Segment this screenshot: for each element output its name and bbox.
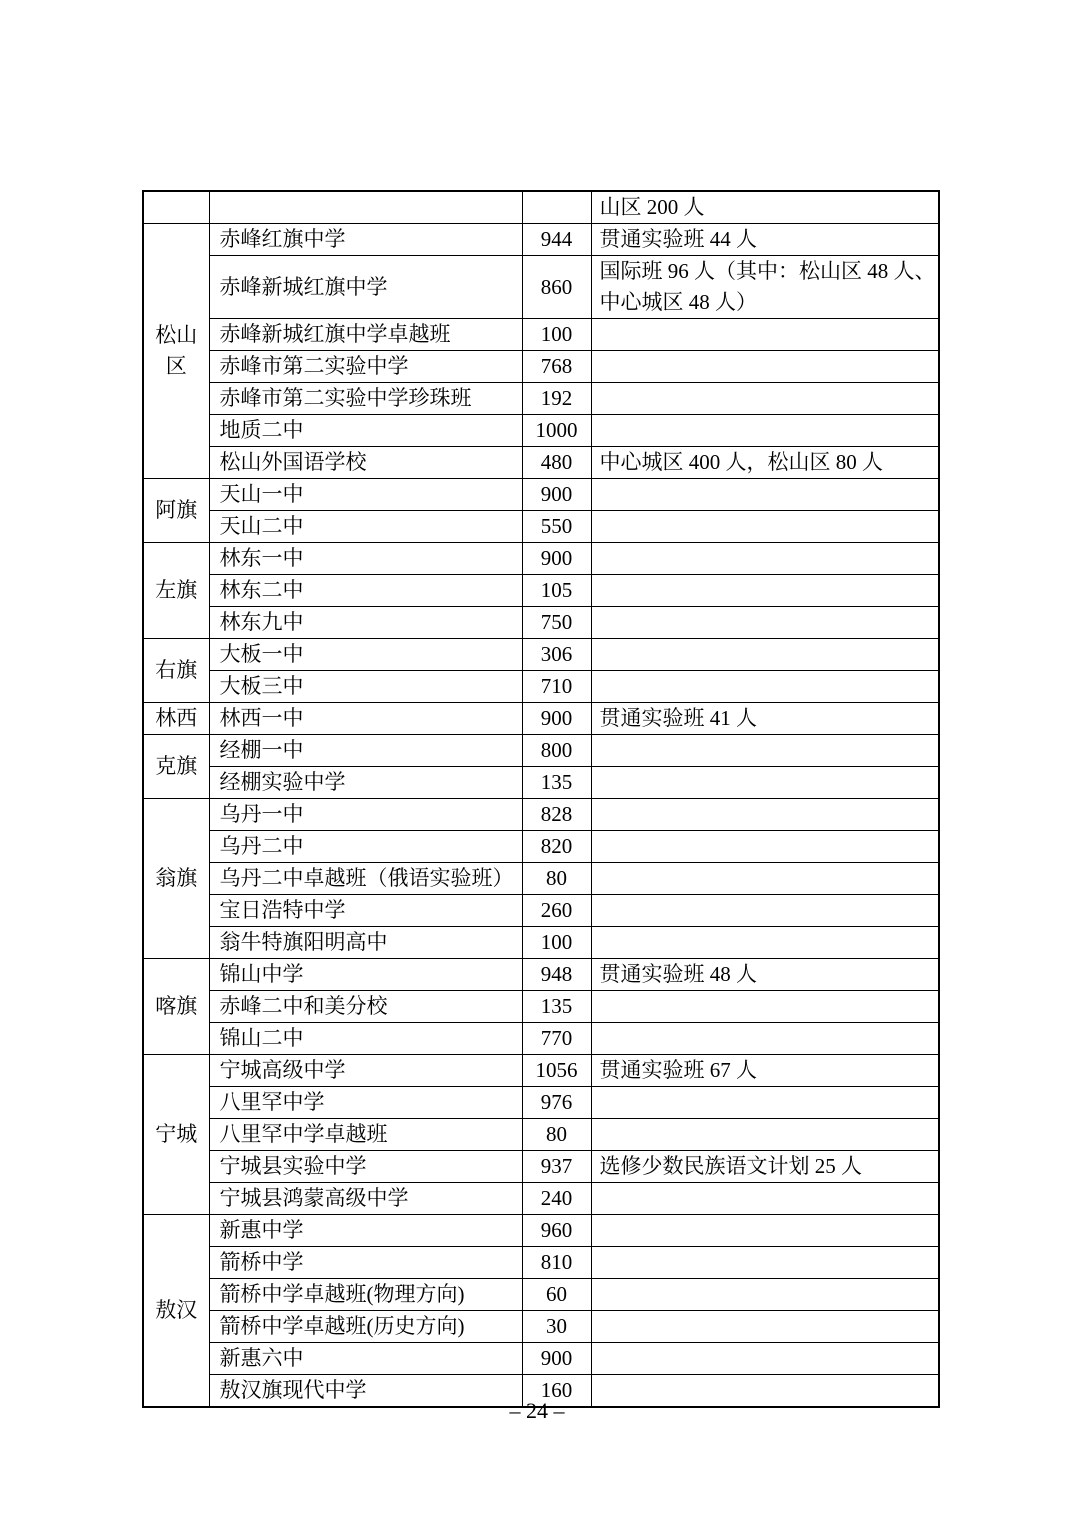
region-cell: 喀旗 [143,959,209,1055]
enrollment-count-cell: 1000 [522,415,591,447]
school-name-cell: 宁城县鸿蒙高级中学 [209,1183,522,1215]
school-name-cell: 赤峰二中和美分校 [209,991,522,1023]
table-row [143,415,939,447]
note-cell [591,607,939,639]
table-row [143,831,939,863]
enrollment-count-cell: 710 [522,671,591,703]
enrollment-count-cell: 135 [522,991,591,1023]
note-cell [591,479,939,511]
page-number: – 24 – [509,1398,565,1423]
enrollment-count-cell: 948 [522,959,591,991]
school-name-cell: 赤峰市第二实验中学 [209,351,522,383]
school-name-cell: 箭桥中学卓越班(历史方向) [209,1311,522,1343]
school-name-cell: 大板一中 [209,639,522,671]
enrollment-count-cell: 770 [522,1023,591,1055]
note-cell: 贯通实验班 67 人 [591,1055,939,1087]
enrollment-count-cell: 30 [522,1311,591,1343]
note-cell: 贯通实验班 41 人 [591,703,939,735]
school-name-cell: 林东二中 [209,575,522,607]
school-name-cell: 新惠中学 [209,1215,522,1247]
region-cell: 林西 [143,703,209,735]
note-cell [591,1279,939,1311]
note-cell: 贯通实验班 48 人 [591,959,939,991]
school-name-cell: 乌丹二中卓越班（俄语实验班） [209,863,522,895]
table-row [143,671,939,703]
note-cell [591,383,939,415]
note-cell [591,1215,939,1247]
table-row [143,479,939,511]
enrollment-count-cell: 1056 [522,1055,591,1087]
table-row [143,959,939,991]
table-row [143,1343,939,1375]
note-cell [591,831,939,863]
table-row [143,543,939,575]
note-cell [591,991,939,1023]
table-row [143,607,939,639]
school-name-cell: 敖汉旗现代中学 [209,1375,522,1408]
note-cell [591,767,939,799]
school-name-cell: 八里罕中学卓越班 [209,1119,522,1151]
school-name-cell: 箭桥中学 [209,1247,522,1279]
table-row [143,991,939,1023]
enrollment-count-cell: 937 [522,1151,591,1183]
enrollment-count-cell: 80 [522,1119,591,1151]
note-cell [591,671,939,703]
note-cell: 贯通实验班 44 人 [591,224,939,256]
region-cell: 敖汉 [143,1215,209,1408]
enrollment-count-cell: 800 [522,735,591,767]
table-row [143,1119,939,1151]
enrollment-count-cell: 860 [522,256,591,319]
table-row [143,1087,939,1119]
enrollment-count-cell: 750 [522,607,591,639]
enrollment-count-cell: 100 [522,319,591,351]
enrollment-count-cell: 900 [522,1343,591,1375]
table-row [143,511,939,543]
school-name-cell: 箭桥中学卓越班(物理方向) [209,1279,522,1311]
note-cell [591,1087,939,1119]
table-row-continuation [143,191,939,224]
table-row [143,1215,939,1247]
table-row [143,1183,939,1215]
table-row [143,319,939,351]
enrollment-count-cell: 160 [522,1375,591,1408]
note-cell [591,1311,939,1343]
region-cell-empty [143,191,209,224]
enrollment-count-cell: 828 [522,799,591,831]
enrollment-table-body [143,191,939,1407]
note-cell [591,735,939,767]
enrollment-count-cell: 260 [522,895,591,927]
table-row [143,575,939,607]
enrollment-count-cell: 306 [522,639,591,671]
note-cell: 选修少数民族语文计划 25 人 [591,1151,939,1183]
note-cell [591,927,939,959]
table-row [143,863,939,895]
enrollment-count-cell: 80 [522,863,591,895]
note-cell [591,1023,939,1055]
table-row [143,383,939,415]
school-name-cell: 经棚实验中学 [209,767,522,799]
enrollment-count-cell: 820 [522,831,591,863]
school-name-cell: 林西一中 [209,703,522,735]
table-row [143,799,939,831]
note-cell [591,351,939,383]
school-name-cell: 新惠六中 [209,1343,522,1375]
school-name-cell: 赤峰市第二实验中学珍珠班 [209,383,522,415]
enrollment-count-cell: 480 [522,447,591,479]
enrollment-count-cell: 944 [522,224,591,256]
table-row [143,1311,939,1343]
note-cell: 山区 200 人 [591,191,939,224]
table-row [143,735,939,767]
enrollment-count-cell: 900 [522,543,591,575]
enrollment-count-cell: 105 [522,575,591,607]
note-cell [591,575,939,607]
school-name-cell: 地质二中 [209,415,522,447]
region-cell: 左旗 [143,543,209,639]
table-row [143,256,939,319]
school-name-cell: 经棚一中 [209,735,522,767]
enrollment-count-cell: 192 [522,383,591,415]
table-row [143,224,939,256]
school-name-cell: 宁城县实验中学 [209,1151,522,1183]
school-name-cell: 赤峰新城红旗中学卓越班 [209,319,522,351]
school-cell-empty [209,191,522,224]
table-row [143,1151,939,1183]
school-name-cell: 锦山中学 [209,959,522,991]
region-cell: 松山区 [143,224,209,479]
note-cell [591,895,939,927]
table-row [143,447,939,479]
school-name-cell: 赤峰新城红旗中学 [209,256,522,319]
note-cell [591,415,939,447]
table-row [143,351,939,383]
enrollment-count-cell: 810 [522,1247,591,1279]
school-name-cell: 天山一中 [209,479,522,511]
enrollment-count-cell: 768 [522,351,591,383]
region-cell: 阿旗 [143,479,209,543]
table-row [143,703,939,735]
enrollment-count-cell: 976 [522,1087,591,1119]
note-cell [591,1183,939,1215]
note-cell [591,1343,939,1375]
table-row [143,639,939,671]
table-row [143,1023,939,1055]
note-cell [591,799,939,831]
region-cell: 宁城 [143,1055,209,1215]
table-row [143,767,939,799]
school-name-cell: 乌丹一中 [209,799,522,831]
note-cell [591,639,939,671]
note-cell: 中心城区 400 人，松山区 80 人 [591,447,939,479]
school-name-cell: 大板三中 [209,671,522,703]
school-name-cell: 八里罕中学 [209,1087,522,1119]
school-name-cell: 锦山二中 [209,1023,522,1055]
note-cell [591,1119,939,1151]
school-name-cell: 宁城高级中学 [209,1055,522,1087]
note-cell [591,1247,939,1279]
school-name-cell: 翁牛特旗阳明高中 [209,927,522,959]
enrollment-count-cell: 240 [522,1183,591,1215]
table-row [143,1247,939,1279]
table-row [143,895,939,927]
school-name-cell: 林东一中 [209,543,522,575]
note-cell [591,511,939,543]
school-name-cell: 松山外国语学校 [209,447,522,479]
note-cell [591,863,939,895]
school-name-cell: 宝日浩特中学 [209,895,522,927]
enrollment-count-cell: 550 [522,511,591,543]
region-cell: 翁旗 [143,799,209,959]
count-cell-empty [522,191,591,224]
note-cell [591,319,939,351]
school-name-cell: 林东九中 [209,607,522,639]
region-cell: 克旗 [143,735,209,799]
table-row [143,927,939,959]
enrollment-count-cell: 900 [522,703,591,735]
note-cell: 国际班 96 人（其中：松山区 48 人、中心城区 48 人） [591,256,939,319]
school-name-cell: 乌丹二中 [209,831,522,863]
table-row [143,1055,939,1087]
enrollment-count-cell: 60 [522,1279,591,1311]
note-cell [591,543,939,575]
enrollment-count-cell: 960 [522,1215,591,1247]
enrollment-table [142,190,940,1408]
school-name-cell: 赤峰红旗中学 [209,224,522,256]
table-row [143,1279,939,1311]
enrollment-count-cell: 900 [522,479,591,511]
region-cell: 右旗 [143,639,209,703]
school-name-cell: 天山二中 [209,511,522,543]
enrollment-count-cell: 135 [522,767,591,799]
enrollment-count-cell: 100 [522,927,591,959]
